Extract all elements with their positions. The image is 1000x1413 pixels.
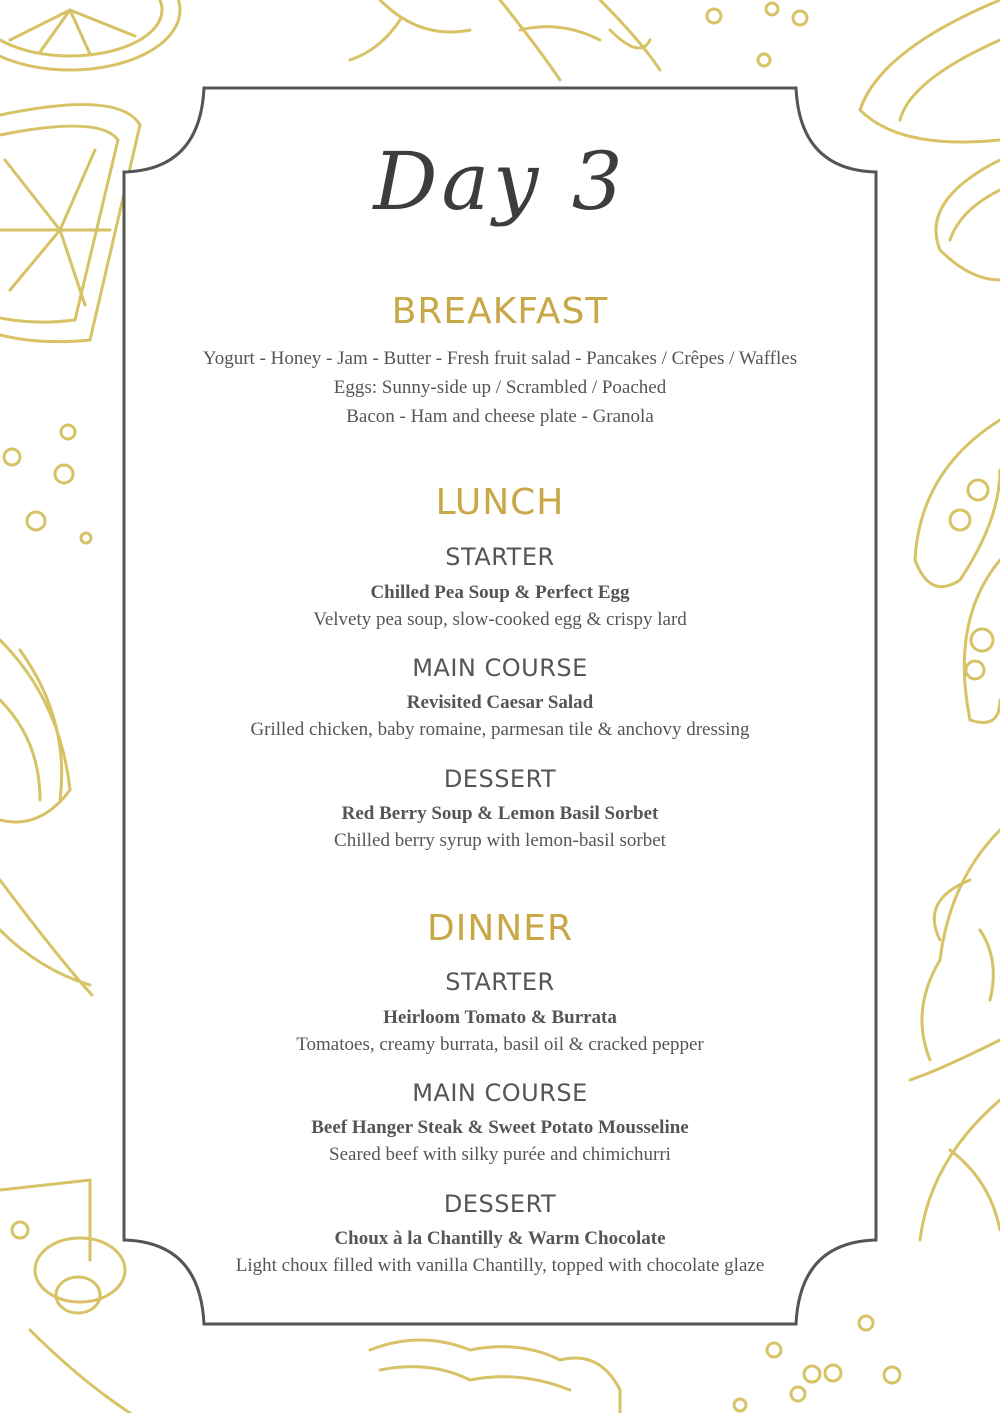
- dinner-dish-name: Beef Hanger Steak & Sweet Potato Mousseline: [311, 1117, 689, 1138]
- breakfast-line: Eggs: Sunny-side up / Scrambled / Poached: [333, 377, 667, 398]
- dinner-title: DINNER: [427, 908, 573, 949]
- dinner-course-label: DESSERT: [443, 1190, 557, 1218]
- breakfast-line: Bacon - Ham and cheese plate - Granola: [346, 406, 654, 427]
- lunch-dish-description: Grilled chicken, baby romaine, parmesan tile & anchovy dressing: [250, 719, 750, 740]
- dinner-dish-name: Heirloom Tomato & Burrata: [383, 1007, 617, 1028]
- dinner-dish-description: Seared beef with silky purée and chimichurri: [329, 1144, 671, 1165]
- dinner-dish-name: Choux à la Chantilly & Warm Chocolate: [334, 1228, 666, 1249]
- lunch-dish-name: Chilled Pea Soup & Perfect Egg: [370, 582, 630, 603]
- dinner-course-label: MAIN COURSE: [412, 1079, 588, 1107]
- lunch-dish-description: Chilled berry syrup with lemon-basil sorbet: [334, 830, 666, 851]
- lunch-course-label: STARTER: [445, 543, 555, 571]
- lunch-title: LUNCH: [435, 482, 565, 523]
- dinner-course-label: STARTER: [445, 968, 555, 996]
- dinner-dish-description: Tomatoes, creamy burrata, basil oil & cracked pepper: [296, 1034, 704, 1055]
- breakfast-line: Yogurt - Honey - Jam - Butter - Fresh fruit salad - Pancakes / Crêpes / Waffles: [202, 348, 798, 369]
- lunch-dish-name: Revisited Caesar Salad: [406, 692, 594, 713]
- lunch-course-label: DESSERT: [443, 765, 557, 793]
- lunch-dish-name: Red Berry Soup & Lemon Basil Sorbet: [341, 803, 659, 824]
- lunch-course-label: MAIN COURSE: [412, 654, 588, 682]
- page-title: Day 3: [373, 135, 627, 228]
- menu-content: [124, 88, 876, 1324]
- lunch-dish-description: Velvety pea soup, slow-cooked egg & crispy lard: [313, 609, 687, 630]
- dinner-dish-description: Light choux filled with vanilla Chantilly, topped with chocolate glaze: [235, 1255, 765, 1276]
- breakfast-title: BREAKFAST: [391, 291, 609, 332]
